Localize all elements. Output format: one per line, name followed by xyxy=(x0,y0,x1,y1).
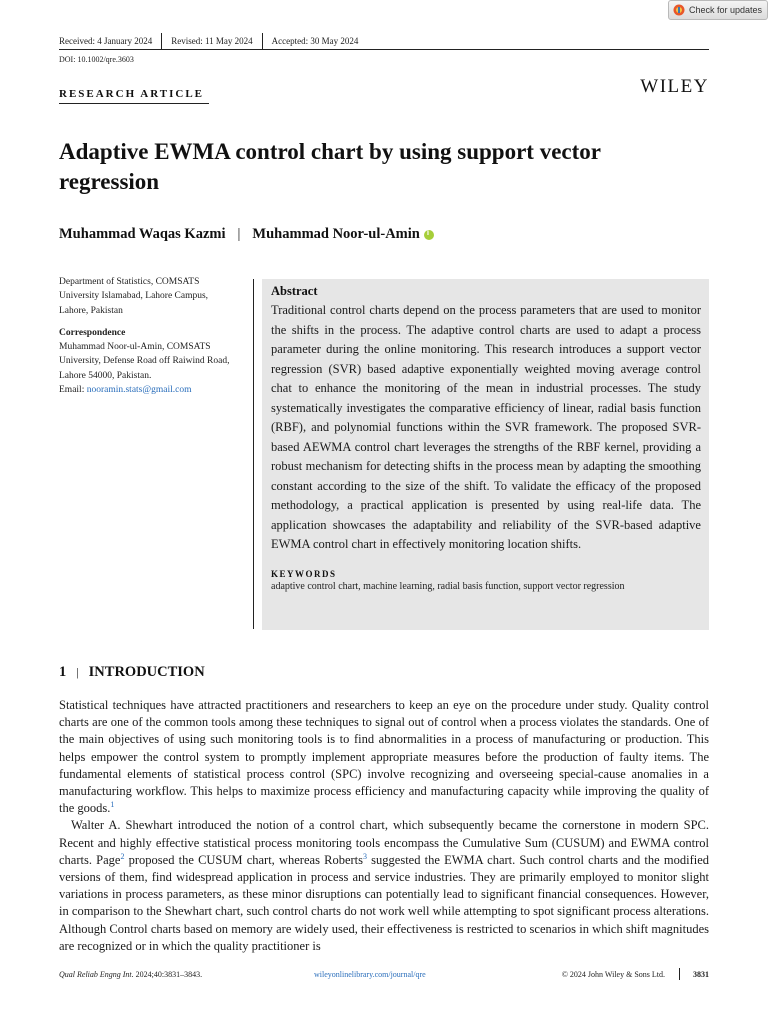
reference-link[interactable]: 3 xyxy=(363,851,367,861)
article-type-underline xyxy=(59,103,209,104)
abstract-box xyxy=(262,279,709,630)
page-number: 3831 xyxy=(693,970,709,979)
correspondence-address: Muhammad Noor-ul-Amin, COMSATS University, Defense Road off Raiwind Road, Lahore 54000, Pakistan. xyxy=(59,342,230,381)
header-rule xyxy=(59,49,709,50)
keywords-heading: KEYWORDS xyxy=(271,568,337,579)
author-list xyxy=(59,226,434,243)
journal-volume: 2024;40:3831–3843. xyxy=(133,970,203,979)
paper-title: Adaptive EWMA control chart by using support vector regression xyxy=(59,139,601,194)
check-for-updates-button[interactable] xyxy=(668,0,768,20)
footer-citation xyxy=(59,970,202,979)
department: Department of Statistics, COMSATS University Islamabad, Lahore Campus, Lahore, Pakistan xyxy=(59,277,209,316)
abstract-divider xyxy=(253,279,254,629)
reference-link[interactable]: 1 xyxy=(110,800,115,810)
abstract-heading: Abstract xyxy=(271,284,318,298)
author-separator: | xyxy=(237,226,241,242)
body-text xyxy=(59,697,709,955)
paragraph xyxy=(59,817,709,955)
keywords-list: adaptive control chart, machine learning, radial basis function, support vector regression xyxy=(271,580,625,592)
paragraph-text: Walter A. Shewhart introduced the notion of a control chart, which subsequently became the cornerstone in modern SPC. Recent and highly effective statistical process monitoring tools encompass the Cumulative Sum (CUSUM) and EWMA control charts. Page xyxy=(59,818,709,867)
section-separator: | xyxy=(76,665,79,679)
email-label: Email: xyxy=(59,385,87,396)
section-title: INTRODUCTION xyxy=(88,664,205,680)
journal-name: Qual Reliab Engng Int. xyxy=(59,970,134,979)
page-footer xyxy=(59,970,709,979)
author-name[interactable]: Muhammad Waqas Kazmi xyxy=(59,226,226,242)
email-line xyxy=(59,383,239,397)
paragraph-text: Statistical techniques have attracted practitioners and researchers to keep an eye on the procedure under study. Quality control charts are one of the common tools among these techniques to signal out of control when a process violates the standards. One of the main objectives of using such monitoring tools is to find abnormalities in a process of manufacturing or production. This helps empower the control system to promptly implement appropriate measures before the production of faulty items. The fundamental elements of statistical process control (SPC) involve recognizing and overseeing special-cause anomalies in a manufacturing workflow. This helps to maximize process efficiency and manufacturing capacity while improving the quality of the goods. xyxy=(59,698,709,816)
copyright: © 2024 John Wiley & Sons Ltd. xyxy=(561,970,665,979)
paragraph-text: suggested the EWMA chart. Such control charts and the modified versions of them, find widespread application in process and service industries. They are primarily employed to monitor slight variations in process parameters, as these minor disruptions can potentially lead to significant financial consequences. However, in comparison to the Shewhart chart, such control charts do not work well while attempting to spot significant process alterations. Although Control charts based on memory are widely used, their effectiveness is restricted to scenarios in which shift magnitudes are recognized or in which the quality practitioner is xyxy=(59,852,709,953)
orcid-icon[interactable] xyxy=(424,230,434,240)
affiliation-block xyxy=(59,275,239,397)
paragraph xyxy=(59,697,709,817)
author-name[interactable]: Muhammad Noor-ul-Amin xyxy=(252,226,420,242)
abstract-text: Traditional control charts depend on the process parameters that are used to monitor the shifts in the process. The adaptive control charts are used to adapt a process parameter during the online monitoring. This research introduces a support vector regression (SVR) based adaptive exponentially weighted moving average control chat to enhance the monitoring of the mean in industrial processes. The study systematically investigates the comparative efficiency of linear, radial basis function (RBF), and polynomial functions within the SVR framework. The proposed SVR-based AEWMA control chart leverages the strengths of the RBF kernel, providing a robust mechanism for detecting shifts in the process mean by adapting the smoothing constant according to the size of the shift. To validate the efficacy of the proposed methodology, a practical application is presented by using real-life data. The application showcases the adaptability and reliability of the SVR-based adaptive EWMA control chart in effectively monitoring location shifts. xyxy=(271,303,701,551)
journal-url-link[interactable]: wileyonlinelibrary.com/journal/qre xyxy=(314,970,426,979)
received-date: Received: 4 January 2024 xyxy=(59,36,153,46)
article-type: RESEARCH ARTICLE xyxy=(59,88,205,100)
section-heading xyxy=(59,664,205,681)
crossmark-icon xyxy=(673,4,685,16)
section-number: 1 xyxy=(59,664,67,680)
article-dates xyxy=(59,33,367,49)
correspondence-heading: Correspondence xyxy=(59,327,126,338)
publisher-logo: WILEY xyxy=(640,76,709,97)
revised-date: Revised: 11 May 2024 xyxy=(171,36,253,46)
email-link[interactable]: nooramin.stats@gmail.com xyxy=(86,385,192,396)
check-for-updates-label: Check for updates xyxy=(689,5,763,15)
reference-link[interactable]: 2 xyxy=(120,851,125,861)
paragraph-text: proposed the CUSUM chart, whereas Roberts xyxy=(124,852,363,867)
accepted-date: Accepted: 30 May 2024 xyxy=(271,36,359,46)
doi[interactable]: DOI: 10.1002/qre.3603 xyxy=(59,55,134,64)
divider xyxy=(679,968,680,980)
